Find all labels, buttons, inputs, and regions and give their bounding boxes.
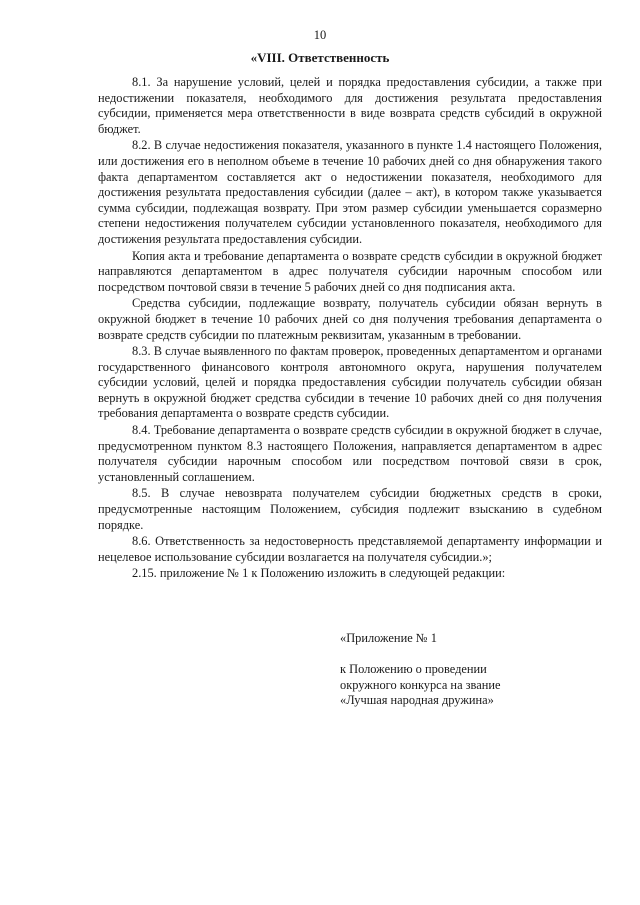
paragraph-8-1: 8.1. За нарушение условий, целей и порядка предоставления субсидии, а также при недостижении показателя, необходимого для достижения результата предоставления субсидии, применяется мера ответственности в виде возврата средств субсидий в окружной бюджет. [98,75,602,136]
appendix-line-1: к Положению о проведении [340,662,487,676]
appendix-line-2: окружного конкурса на звание [340,677,501,692]
paragraph-8-4: 8.4. Требование департамента о возврате средств субсидии в окружной бюджет в случае, предусмотренном пунктом 8.3 настоящего Положения, направляется департаментом в адрес получателя субсидии нарочным способом или посредством почтовой связи в срок, установленный соглашением. [98,423,602,484]
paragraph-2-15: 2.15. приложение № 1 к Положению изложить в следующей редакции: [132,566,506,581]
section-title: «VIII. Ответственность [250,50,390,65]
paragraph-8-5: 8.5. В случае невозврата получателем субсидии бюджетных средств в сроки, предусмотренные настоящим Положением, субсидия подлежит взысканию в судебном порядке. [98,486,602,532]
appendix-title: «Приложение № 1 [340,631,437,645]
paragraph-act-copy: Копия акта и требование департамента о возврате средств субсидии в окружной бюджет направляются департаментом в адрес получателя субсидии нарочным способом или посредством почтовой связи в течение 5 рабочих дней со дня подписания акта. [98,248,602,294]
page-number: 10 [313,28,327,42]
paragraph-8-6: 8.6. Ответственность за недостоверность представляемой департаменту информации и нецелевое использование субсидии возлагается на получателя субсидии.»; [98,534,602,564]
paragraph-8-2: 8.2. В случае недостижения показателя, указанного в пункте 1.4 настоящего Положения, или достижения его в неполном объеме в течение 10 рабочих дней со дня обнаружения такого факта департаментом составляется акт о недостижении показателя, необходимого для достижения результата предоставления субсидии (далее – акт), в котором также указывается сумма субсидии, подлежащая возврату. При этом размер субсидии уменьшается соразмерно степени недостижения получателем субсидии установленного показателя, необходимого для достижения результата предоставления субсидии. [98,138,602,246]
appendix-line-3: «Лучшая народная дружина» [340,693,494,708]
appendix-caption [340,662,580,709]
paragraph-8-3: 8.3. В случае выявленного по фактам проверок, проведенных департаментом и органами государственного финансового контроля автономного округа, нарушения получателем субсидии условий, целей и порядка предоставления субсидии получатель субсидии обязан вернуть в окружной бюджет средства субсидии в течение 10 рабочих дней со дня получения требования департамента о возврате средств субсидии. [98,344,602,421]
document-body [98,75,602,583]
paragraph-refund: Средства субсидии, подлежащие возврату, получатель субсидии обязан вернуть в окружной бюджет в течение 10 рабочих дней со дня получения требования департамента о возврате средств субсидии по платежным реквизитам, указанным в требовании. [98,296,602,342]
